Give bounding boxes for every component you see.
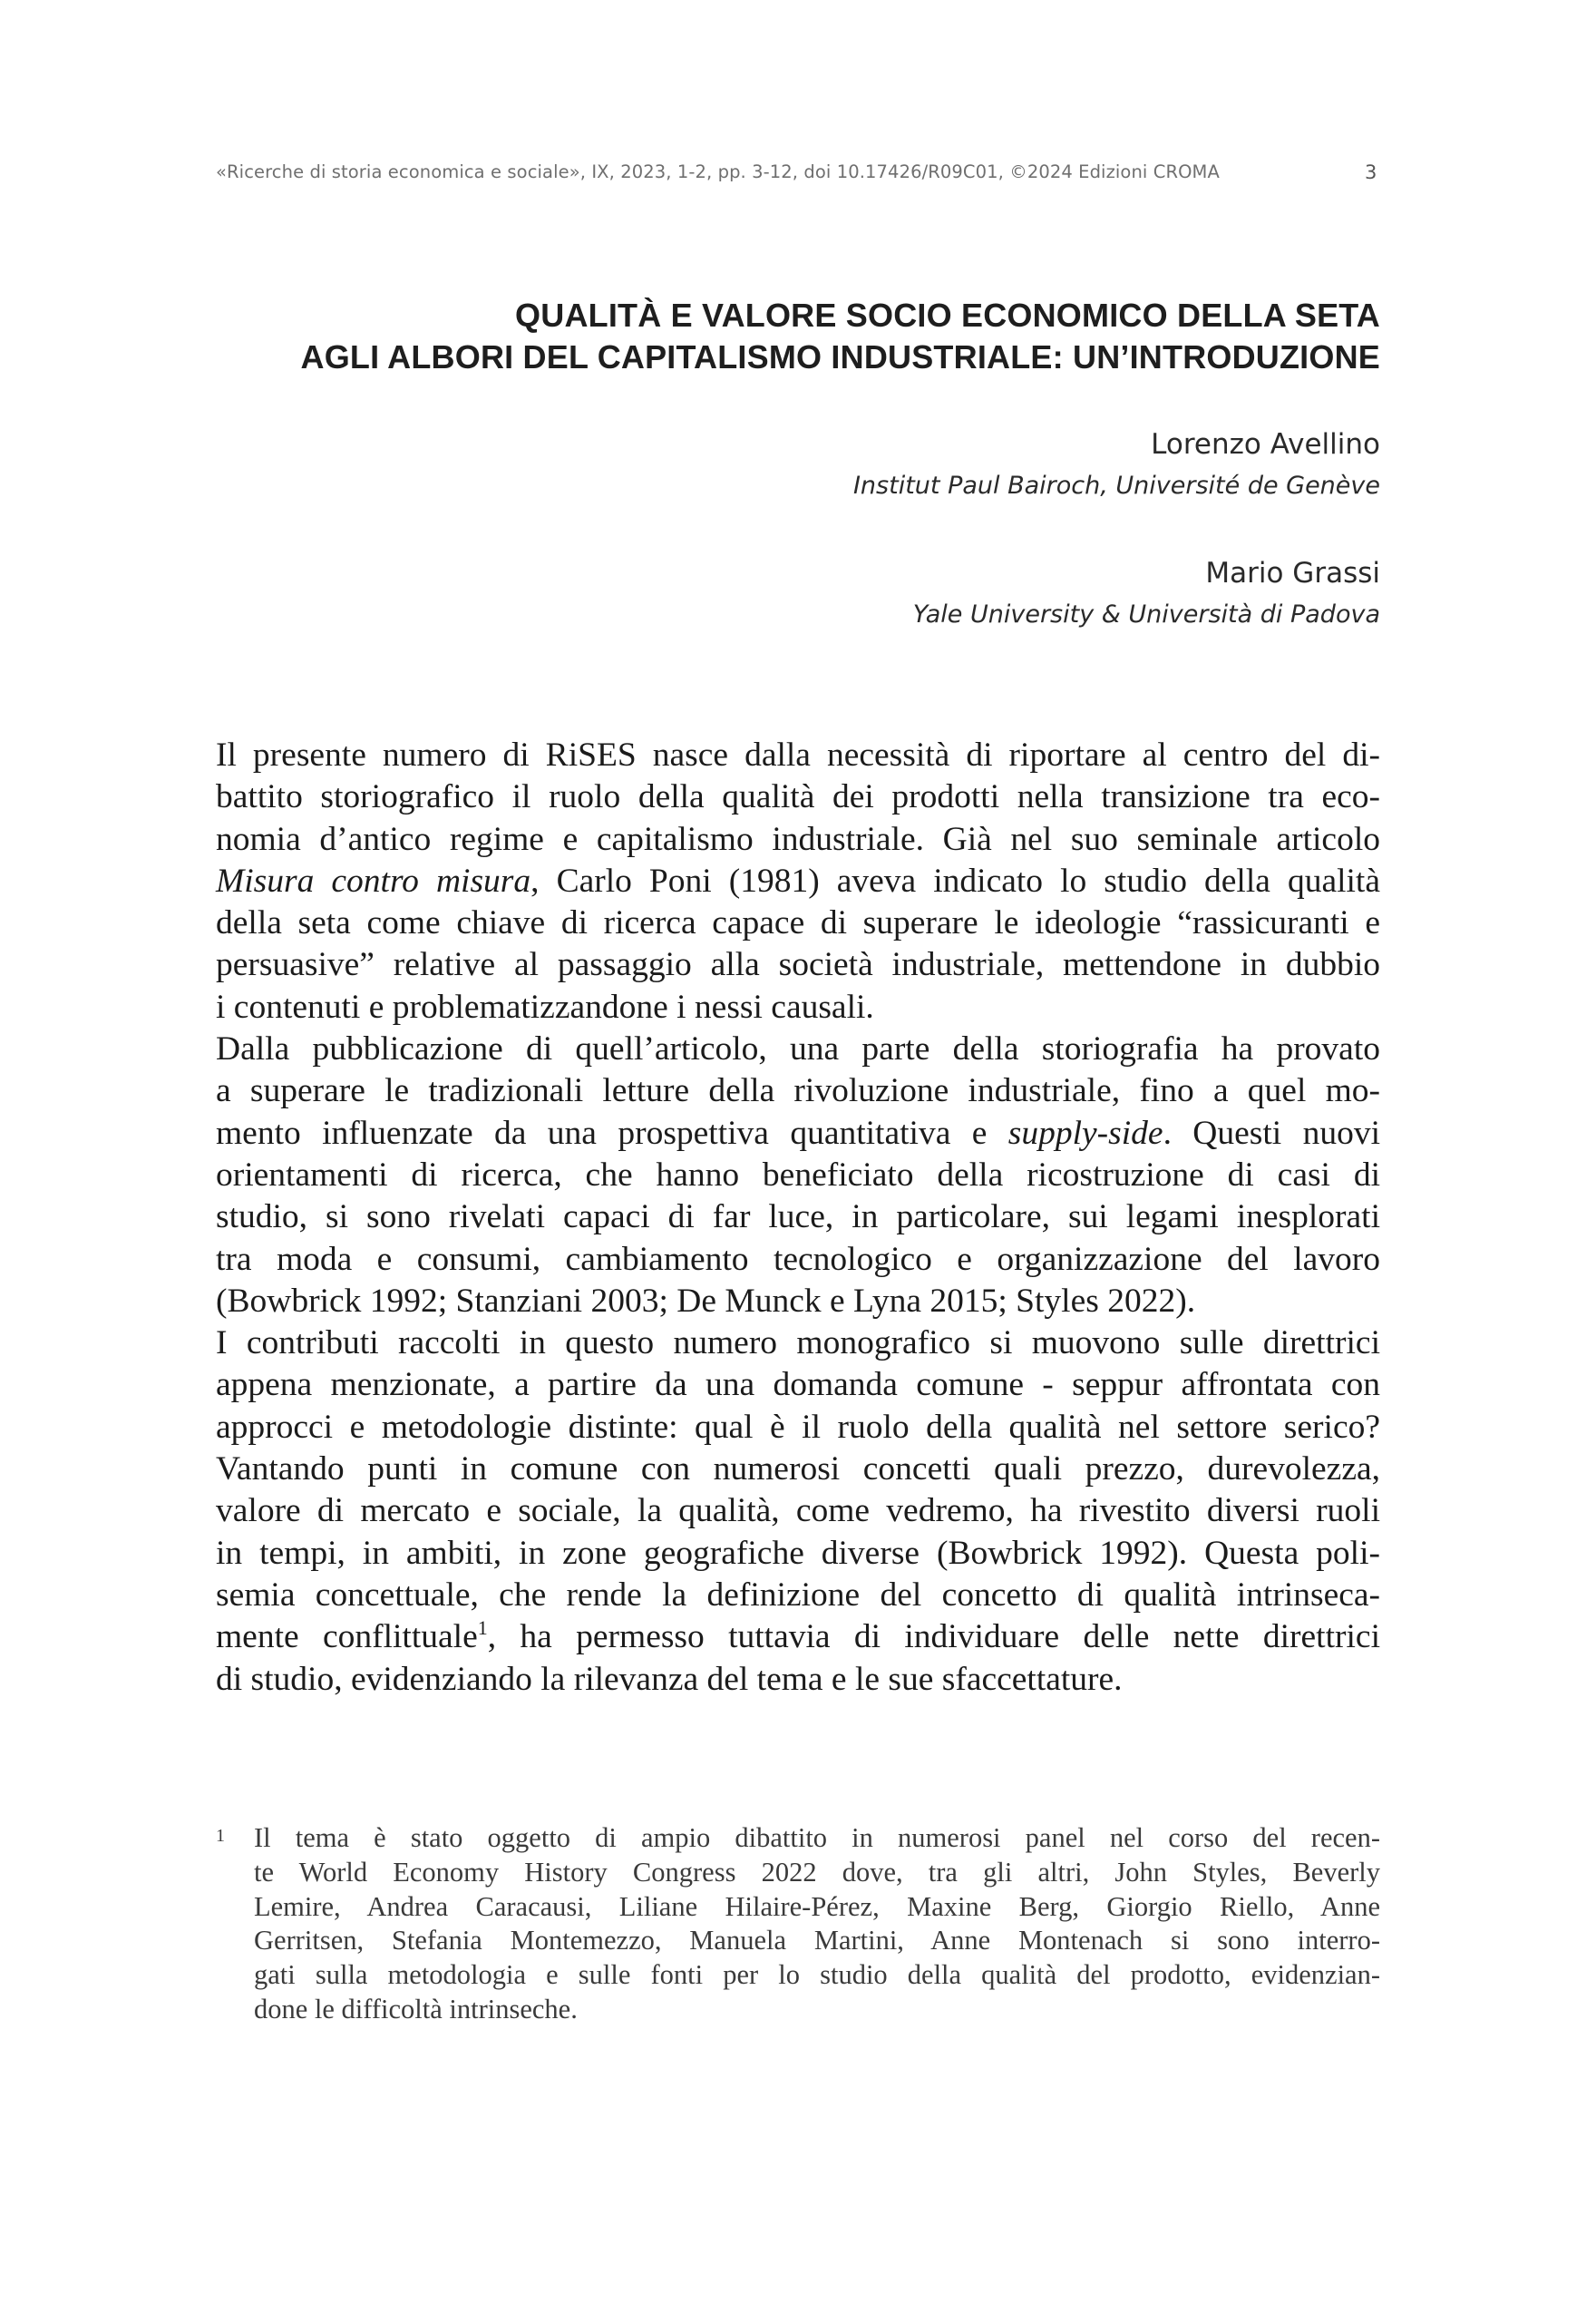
running-head: «Ricerche di storia economica e sociale», IX, 2023, 1-2, pp. 3-12, doi 10.17426/R09C01, ©2024 Edizioni CROMA bbox=[216, 161, 1220, 182]
author-name: Mario Grassi bbox=[1205, 557, 1380, 590]
body-text-run: mente conflittuale bbox=[216, 1618, 478, 1656]
body-line bbox=[216, 1113, 1380, 1155]
body-line: persuasive” relative al passaggio alla società industriale, mettendone in dubbio bbox=[216, 946, 1380, 984]
body-text-run: mento influenzate da una prospettiva quantitativa e bbox=[216, 1114, 1008, 1152]
footnote-line: gati sulla metodologia e sulle fonti per lo studio della qualità del prodotto, evidenzian- bbox=[254, 1959, 1380, 1991]
body-line bbox=[216, 1616, 1380, 1658]
body-line: approcci e metodologie distinte: qual è il ruolo della qualità nel settore serico? bbox=[216, 1408, 1380, 1446]
author-affiliation: Yale University & Università di Padova bbox=[912, 600, 1380, 629]
body-line: I contributi raccolti in questo numero monografico si muovono sulle direttrici bbox=[216, 1324, 1380, 1362]
title-line-2: AGLI ALBORI DEL CAPITALISMO INDUSTRIALE: UN’INTRODUZIONE bbox=[300, 338, 1380, 376]
footnote-line: Il tema è stato oggetto di ampio dibattito in numerosi panel nel corso del recen- bbox=[254, 1822, 1380, 1853]
body-line: appena menzionate, a partire da una domanda comune - seppur affrontata con bbox=[216, 1366, 1380, 1404]
body-line: studio, si sono rivelati capaci di far luce, in particolare, sui legami inesplorati bbox=[216, 1198, 1380, 1236]
body-line: (Bowbrick 1992; Stanziani 2003; De Munck e Lyna 2015; Styles 2022). bbox=[216, 1282, 1196, 1320]
body-line: di studio, evidenziando la rilevanza del tema e le sue sfaccettature. bbox=[216, 1660, 1123, 1698]
author-name: Lorenzo Avellino bbox=[1151, 428, 1380, 461]
footnote-reference[interactable]: 1 bbox=[477, 1616, 488, 1640]
body-text-run: , ha permesso tuttavia di individuare delle nette direttrici bbox=[487, 1618, 1380, 1656]
footnote-line: te World Economy History Congress 2022 dove, tra gli altri, John Styles, Beverly bbox=[254, 1856, 1380, 1888]
article-title bbox=[201, 295, 1380, 378]
body-line: semia concettuale, che rende la definizione del concetto di qualità intrinseca- bbox=[216, 1576, 1380, 1614]
footnote-line: Gerritsen, Stefania Montemezzo, Manuela Martini, Anne Montenach si sono interro- bbox=[254, 1925, 1380, 1956]
footnote-line: Lemire, Andrea Caracausi, Liliane Hilaire-Pérez, Maxine Berg, Giorgio Riello, Anne bbox=[254, 1890, 1380, 1922]
author-block-1 bbox=[473, 426, 1380, 504]
body-text-run: . Questi nuovi bbox=[1163, 1114, 1381, 1152]
work-title-italic: Misura contro misura bbox=[216, 862, 531, 900]
title-line-1: QUALITÀ E VALORE SOCIO ECONOMICO DELLA SETA bbox=[515, 297, 1380, 334]
body-line: a superare le tradizionali letture della rivoluzione industriale, fino a quel mo- bbox=[216, 1072, 1380, 1110]
author-block-2 bbox=[473, 555, 1380, 633]
body-line: battito storiografico il ruolo della qualità dei prodotti nella transizione tra eco- bbox=[216, 778, 1380, 816]
body-line: valore di mercato e sociale, la qualità, come vedremo, ha rivestito diversi ruoli bbox=[216, 1492, 1380, 1530]
body-line: in tempi, in ambiti, in zone geografiche diverse (Bowbrick 1992). Questa poli- bbox=[216, 1534, 1380, 1572]
term-italic: supply-side bbox=[1007, 1114, 1163, 1152]
footnote-line: done le difficoltà intrinseche. bbox=[254, 1993, 578, 2024]
body-line: orientamenti di ricerca, che hanno beneficiato della ricostruzione di casi di bbox=[216, 1156, 1380, 1194]
footnote-1 bbox=[216, 1821, 1380, 2027]
body-line bbox=[216, 861, 1380, 902]
body-text bbox=[216, 735, 1380, 1701]
footnote-text bbox=[254, 1821, 1380, 2027]
author-affiliation: Institut Paul Bairoch, Université de Genève bbox=[852, 472, 1380, 500]
body-line: Vantando punti in comune con numerosi concetti quali prezzo, durevolezza, bbox=[216, 1450, 1380, 1488]
body-line: tra moda e consumi, cambiamento tecnologico e organizzazione del lavoro bbox=[216, 1240, 1380, 1278]
body-text-run: , Carlo Poni (1981) aveva indicato lo studio della qualità bbox=[530, 862, 1380, 900]
footnote-mark: 1 bbox=[216, 1826, 225, 1846]
body-line: Dalla pubblicazione di quell’articolo, una parte della storiografia ha provato bbox=[216, 1030, 1380, 1068]
body-line: Il presente numero di RiSES nasce dalla necessità di riportare al centro del di- bbox=[216, 737, 1380, 774]
body-line: nomia d’antico regime e capitalismo industriale. Già nel suo seminale articolo bbox=[216, 820, 1380, 858]
body-line: della seta come chiave di ricerca capace di superare le ideologie “rassicuranti e bbox=[216, 904, 1380, 942]
body-line: i contenuti e problematizzandone i nessi causali. bbox=[216, 988, 874, 1026]
page-number: 3 bbox=[1365, 161, 1377, 183]
